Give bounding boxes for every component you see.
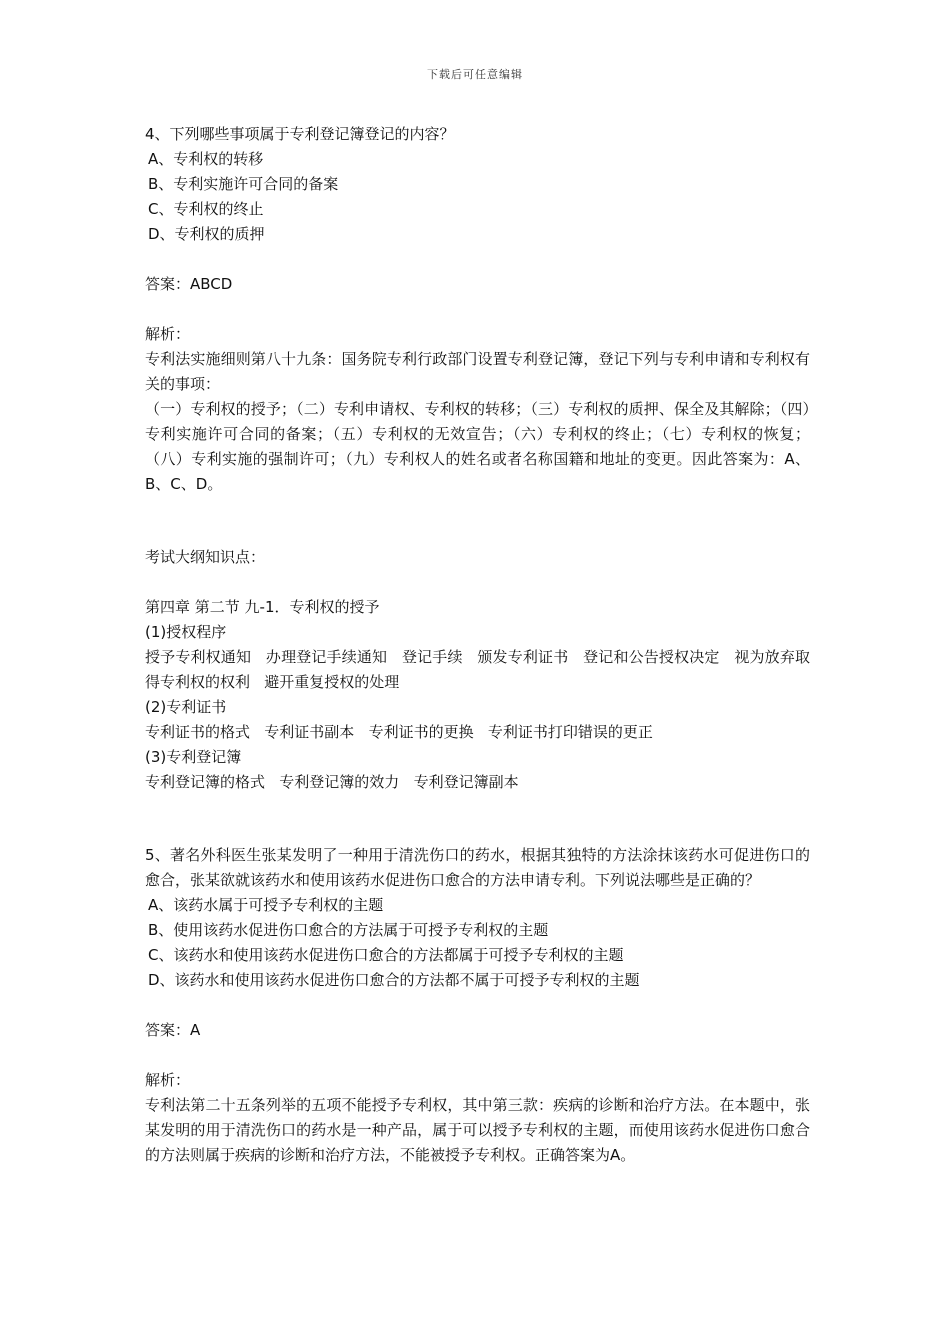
q4-analysis-paragraph-2: （一）专利权的授予；（二）专利申请权、专利权的转移；（三）专利权的质押、保全及其解除；（四）专利实施许可合同的备案；（五）专利权的无效宣告；（六）专利权的终止；（七）专利权的恢复；（八）专利实施的强制许可；（九）专利权人的姓名或者名称国籍和地址的变更。因此答案为：A、B、C、D。: [145, 400, 810, 493]
q4-answer: 答案：ABCD: [145, 275, 233, 293]
syllabus-section-2-items: 专利证书的格式 专利证书副本 专利证书的更换 专利证书打印错误的更正: [145, 723, 653, 741]
syllabus-label: 考试大纲知识点：: [145, 548, 266, 566]
q5-question: 5、著名外科医生张某发明了一种用于清洗伤口的药水，根据其独特的方法涂抹该药水可促进伤口的愈合，张某欲就该药水和使用该药水促进伤口愈合的方法申请专利。下列说法哪些是正确的？: [145, 846, 810, 889]
q4-analysis-paragraph-1: 专利法实施细则第八十九条：国务院专利行政部门设置专利登记簿，登记下列与专利申请和专利权有关的事项：: [145, 350, 810, 393]
q5-option-c: C、该药水和使用该药水促进伤口愈合的方法都属于可授予专利权的主题: [148, 946, 624, 964]
q5-option-a: A、该药水属于可授予专利权的主题: [148, 896, 384, 914]
q4-question: 4、下列哪些事项属于专利登记簿登记的内容？: [145, 125, 455, 143]
syllabus-section-3-title: (3)专利登记簿: [145, 748, 242, 766]
syllabus-section-3-items: 专利登记簿的格式 专利登记簿的效力 专利登记簿副本: [145, 773, 519, 791]
q4-option-a: A、专利权的转移: [148, 150, 264, 168]
syllabus-section-1-title: (1)授权程序: [145, 623, 227, 641]
syllabus-chapter: 第四章 第二节 九-1．专利权的授予: [145, 598, 380, 616]
syllabus-section-1-items: 授予专利权通知 办理登记手续通知 登记手续 颁发专利证书 登记和公告授权决定 视为放弃取得专利权的权利 避开重复授权的处理: [145, 648, 810, 691]
q4-option-d: D、专利权的质押: [148, 225, 265, 243]
page-header: 下载后可任意编辑: [427, 68, 523, 81]
syllabus-section-2-title: (2)专利证书: [145, 698, 227, 716]
q4-option-b: B、专利实施许可合同的备案: [148, 175, 339, 193]
q4-analysis-label: 解析：: [145, 325, 191, 343]
q5-answer: 答案：A: [145, 1021, 201, 1039]
q5-option-d: D、该药水和使用该药水促进伤口愈合的方法都不属于可授予专利权的主题: [148, 971, 640, 989]
q5-analysis-label: 解析：: [145, 1071, 191, 1089]
document-body: [145, 122, 810, 1168]
q5-option-b: B、使用该药水促进伤口愈合的方法属于可授予专利权的主题: [148, 921, 549, 939]
q5-analysis-paragraph-1: 专利法第二十五条列举的五项不能授予专利权，其中第三款：疾病的诊断和治疗方法。在本题中，张某发明的用于清洗伤口的药水是一种产品，属于可以授予专利权的主题，而使用该药水促进伤口愈合的方法则属于疾病的诊断和治疗方法，不能被授予专利权。正确答案为A。: [145, 1096, 810, 1164]
q4-option-c: C、专利权的终止: [148, 200, 264, 218]
